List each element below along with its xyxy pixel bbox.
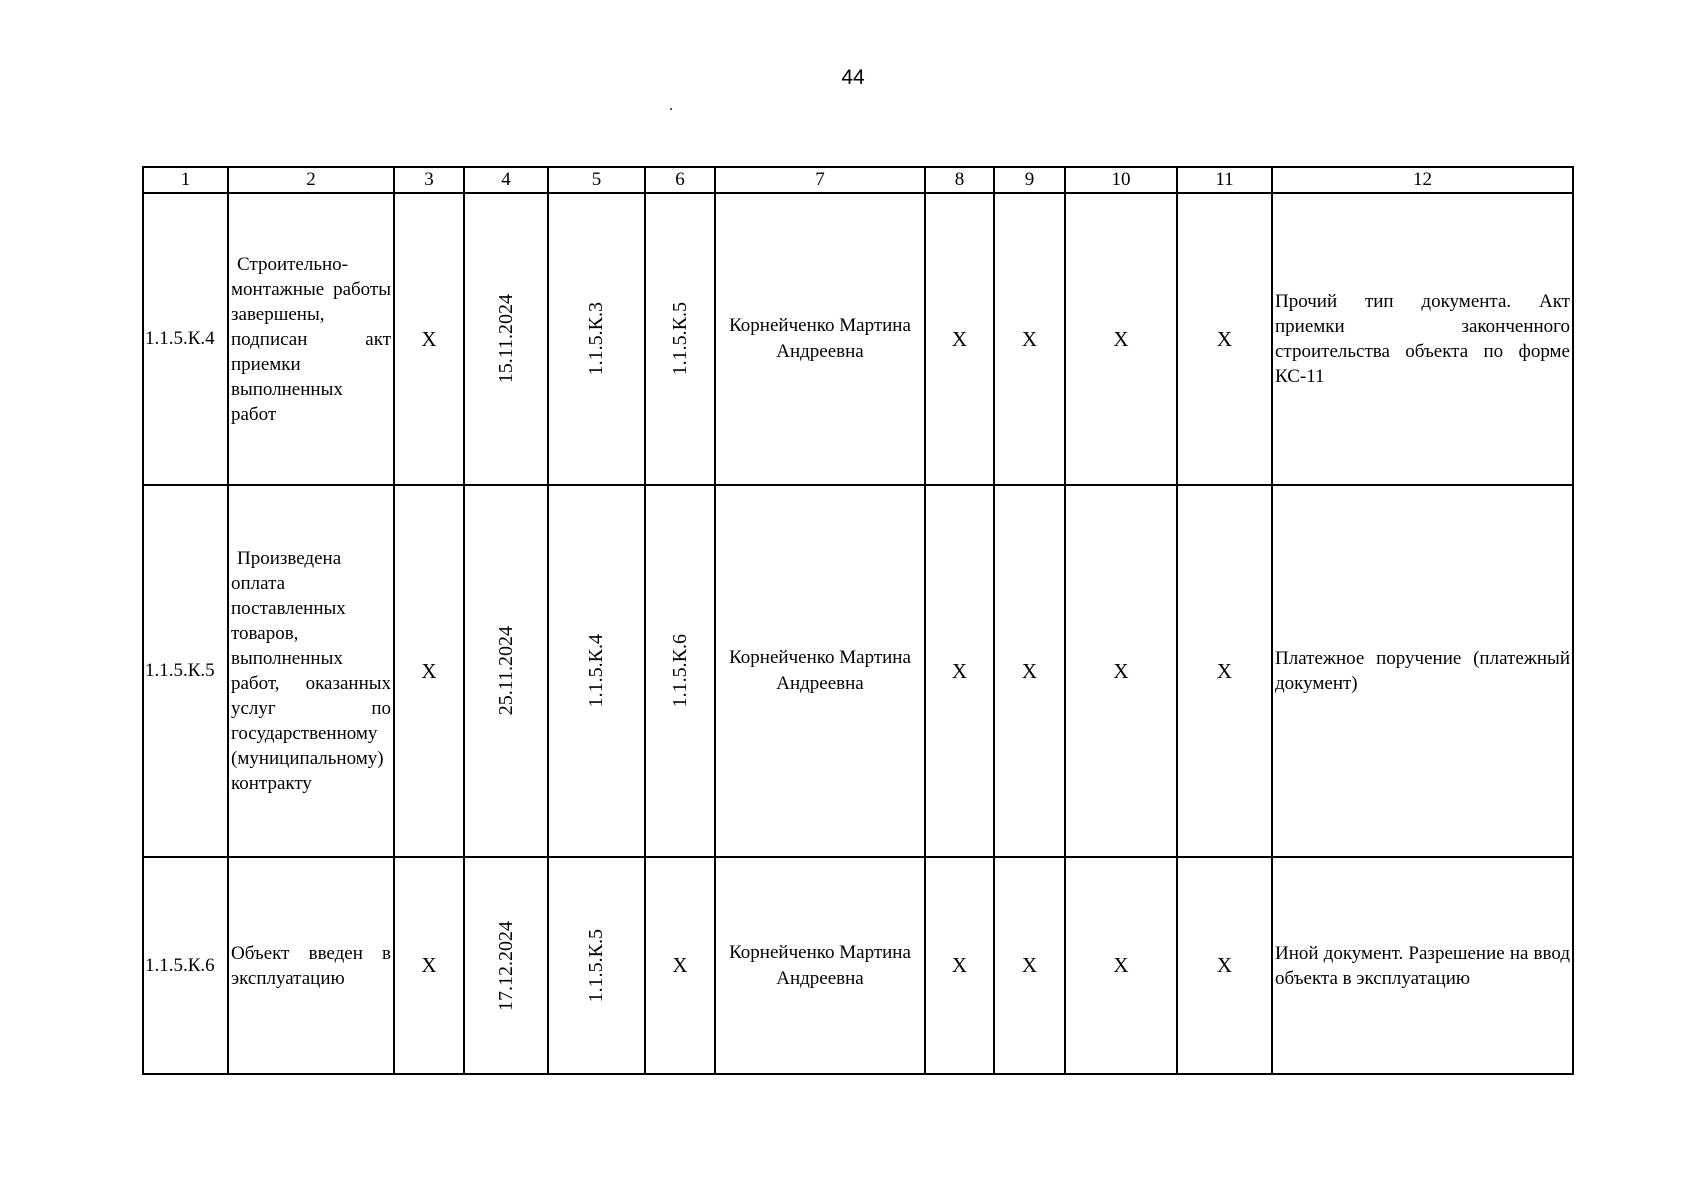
header-col-9: 9 [994,167,1065,193]
row-prev-cell [548,193,645,485]
header-col-8: 8 [925,167,994,193]
row-col11: Х [1177,485,1272,857]
row-note: Прочий тип документа. Акт приемки законченного строительства объекта по форме КС-11 [1272,193,1573,485]
header-row [143,167,1573,193]
row-description: Произведена оплата поставленных товаров, выполненных работ, оказанных услуг по государственному (муниципальному) контракту [228,485,394,857]
header-col-7: 7 [715,167,925,193]
row-prev: 1.1.5.К.4 [585,634,607,708]
row-prev-cell [548,857,645,1074]
table-row [143,193,1573,485]
row-col9: Х [994,193,1065,485]
row-date-cell [464,857,548,1074]
header-col-2: 2 [228,167,394,193]
row-note: Иной документ. Разрешение на ввод объекта в эксплуатацию [1272,857,1573,1074]
row-prev: 1.1.5.К.3 [585,302,607,376]
page-number: 44 [841,66,865,89]
control-points-table [142,166,1574,1075]
table-row [143,485,1573,857]
header-col-3: 3 [394,167,464,193]
row-code: 1.1.5.К.5 [143,485,228,857]
row-col8: Х [925,193,994,485]
row-prev: 1.1.5.К.5 [585,928,607,1003]
row-date: 25.11.2024 [494,626,517,716]
row-col3: Х [394,857,464,1074]
row-col9: Х [994,857,1065,1074]
header-col-10: 10 [1065,167,1177,193]
row-description: Строительно-монтажные работы завершены, подписан акт приемки выполненных работ [228,193,394,485]
row-next: Х [645,857,715,1074]
row-date-cell [464,193,548,485]
row-next-cell [645,193,715,485]
row-code: 1.1.5.К.4 [143,193,228,485]
row-prev-cell [548,485,645,857]
row-note: Платежное поручение (платежный документ) [1272,485,1573,857]
row-person: Корнейченко Мартина Андреевна [715,193,925,485]
row-next: 1.1.5.К.5 [668,302,691,376]
row-date: 15.11.2024 [494,294,517,384]
row-date: 17.12.2024 [494,920,517,1011]
header-col-11: 11 [1177,167,1272,193]
row-col9: Х [994,485,1065,857]
table-row [143,857,1573,1074]
header-col-4: 4 [464,167,548,193]
row-person: Корнейченко Мартина Андреевна [715,485,925,857]
row-date-cell [464,485,548,857]
header-col-12: 12 [1272,167,1573,193]
row-col10: Х [1065,857,1177,1074]
row-col10: Х [1065,485,1177,857]
row-col3: Х [394,485,464,857]
row-col11: Х [1177,193,1272,485]
row-code: 1.1.5.К.6 [143,857,228,1074]
row-col10: Х [1065,193,1177,485]
row-person: Корнейченко Мартина Андреевна [715,857,925,1074]
row-next-cell [645,485,715,857]
row-col11: Х [1177,857,1272,1074]
row-next: 1.1.5.К.6 [668,634,691,708]
row-col3: Х [394,193,464,485]
row-col8: Х [925,485,994,857]
header-col-1: 1 [143,167,228,193]
header-col-5: 5 [548,167,645,193]
row-description: Объект введен в эксплуатацию [228,857,394,1074]
scan-speck [670,108,672,110]
row-col8: Х [925,857,994,1074]
header-col-6: 6 [645,167,715,193]
